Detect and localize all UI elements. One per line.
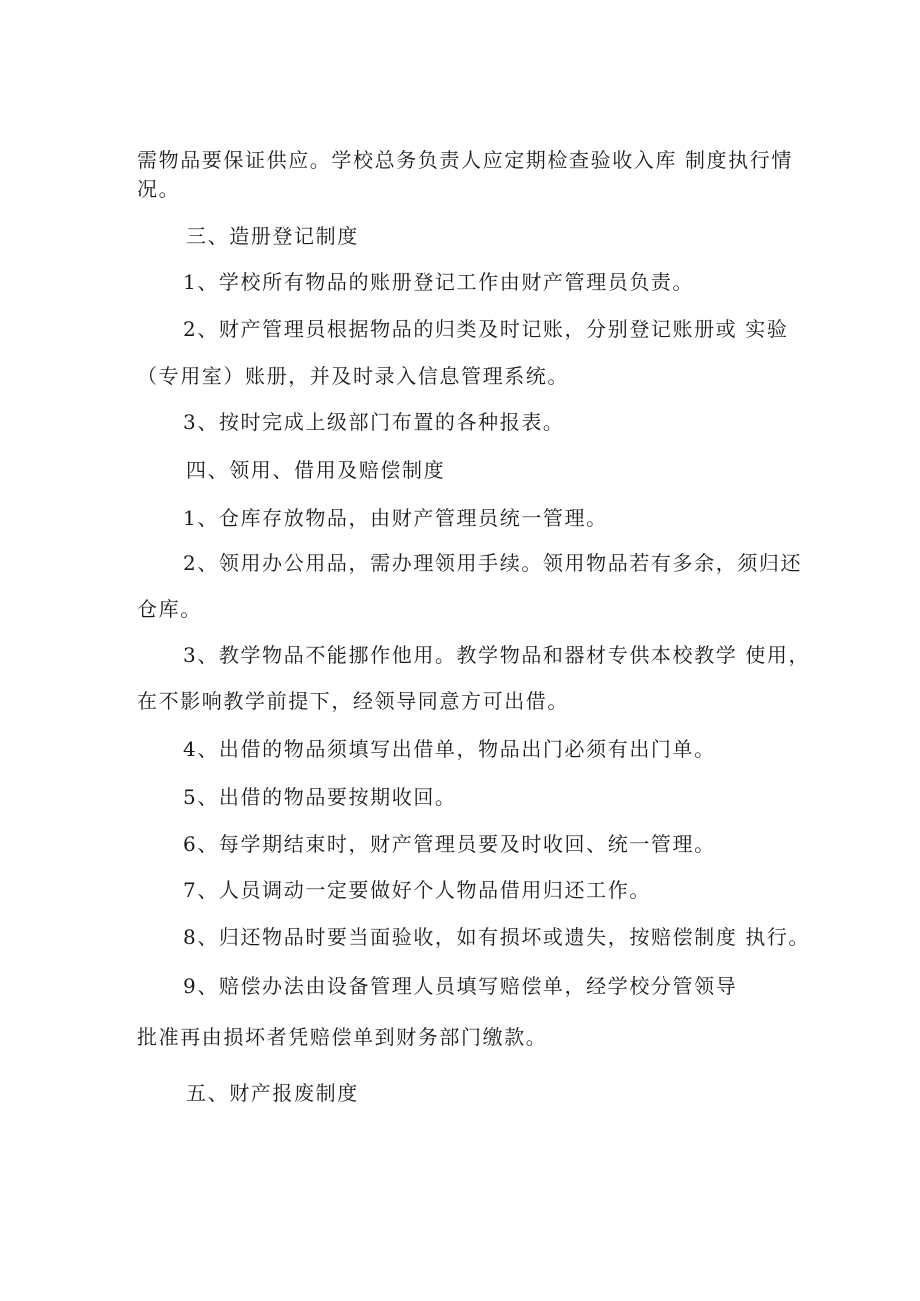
paragraph-continuation-line: 况。 [137, 177, 181, 201]
list-item: 1、学校所有物品的账册登记工作由财产管理员负责。 [183, 270, 695, 294]
list-item: 1、仓库存放物品，由财产管理员统一管理。 [183, 506, 608, 530]
list-item: 2、财产管理员根据物品的归类及时记账，分别登记账册或 实验 [183, 317, 789, 341]
list-item: 7、人员调动一定要做好个人物品借用归还工作。 [183, 878, 651, 902]
list-item: 3、教学物品不能挪作他用。教学物品和器材专供本校教学 使用， [183, 643, 811, 667]
list-item: 9、赔偿办法由设备管理人员填写赔偿单，经学校分管领导 [183, 974, 738, 998]
list-item: 8、归还物品时要当面验收，如有损坏或遗失，按赔偿制度 执行。 [183, 925, 811, 949]
list-item-continuation: 在不影响教学前提下，经领导同意方可出借。 [137, 689, 569, 713]
section-heading-4: 四、领用、借用及赔偿制度 [186, 458, 446, 482]
list-item-continuation: 仓库。 [137, 597, 202, 621]
list-item: 3、按时完成上级部门布置的各种报表。 [183, 410, 565, 434]
list-item: 5、出借的物品要按期收回。 [183, 785, 457, 809]
section-heading-5: 五、财产报废制度 [186, 1081, 359, 1105]
section-heading-3: 三、造册登记制度 [186, 224, 359, 248]
paragraph-continuation-line: 需物品要保证供应。学校总务负责人应定期检查验收入库 制度执行情 [137, 148, 793, 172]
list-item-continuation: 批准再由损坏者凭赔偿单到财务部门缴款。 [137, 1025, 548, 1049]
list-item: 4、出借的物品须填写出借单，物品出门必须有出门单。 [183, 737, 716, 761]
list-item-continuation: （专用室）账册，并及时录入信息管理系统。 [137, 364, 569, 388]
list-item: 6、每学期结束时，财产管理员要及时收回、统一管理。 [183, 832, 716, 856]
list-item: 2、领用办公用品，需办理领用手续。领用物品若有多余，须归还 [183, 551, 803, 575]
